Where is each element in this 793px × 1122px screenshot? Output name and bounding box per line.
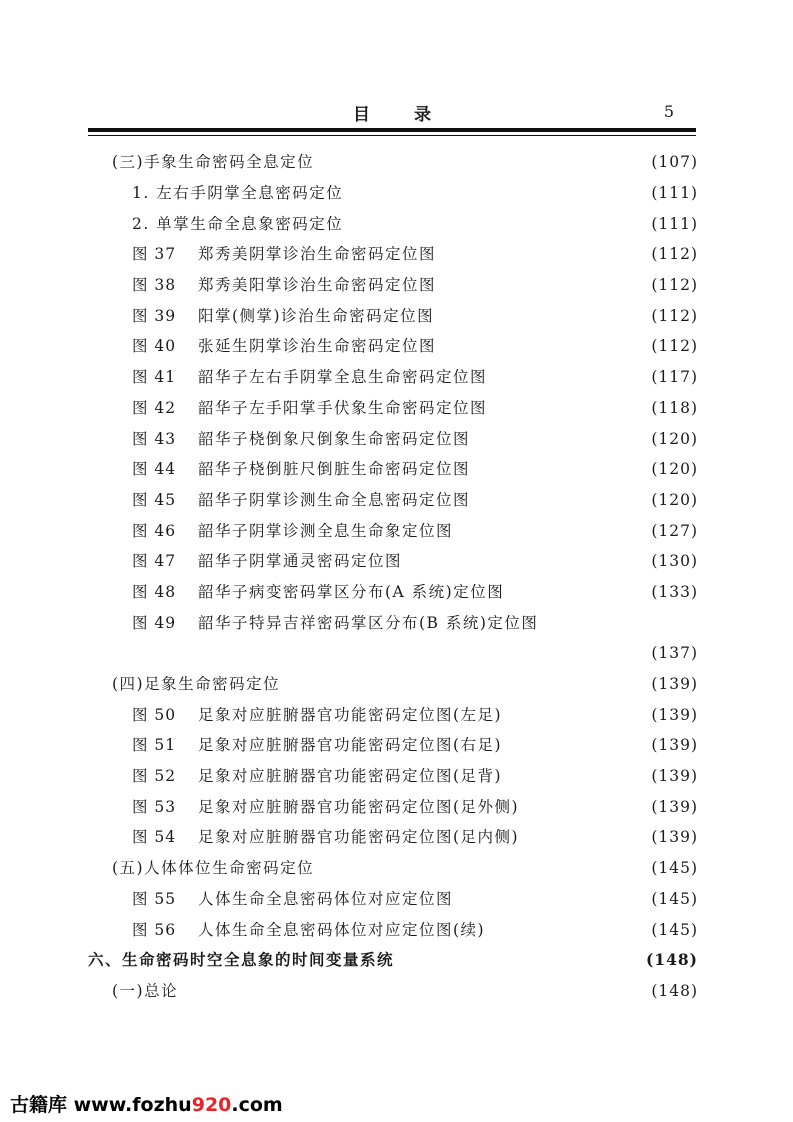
toc-entry-label: 韶华子阴掌诊测生命全息密码定位图 [198, 490, 471, 509]
toc-figure-number: 图 51 [132, 736, 177, 755]
toc-entry [88, 884, 698, 915]
toc-entry [88, 239, 698, 270]
toc-entry [88, 822, 698, 853]
toc-dot-leader [318, 155, 630, 169]
toc-entry [88, 761, 698, 792]
toc-page-number: (120) [651, 490, 698, 509]
toc-figure-number: 图 37 [132, 245, 177, 264]
toc-entry-label: (三)手象生命密码全息定位 [112, 153, 315, 172]
toc-page-number: (139) [651, 705, 698, 724]
toc-entry [88, 147, 698, 178]
toc-dot-leader [440, 278, 630, 292]
page-header [88, 100, 696, 126]
toc-entry [88, 208, 698, 239]
toc-figure-number: 图 55 [132, 889, 177, 908]
toc-dot-leader [474, 432, 630, 446]
toc-entry-label: 足象对应脏腑器官功能密码定位图(足内侧) [198, 828, 520, 847]
toc-page-number: (137) [651, 644, 698, 663]
toc-figure-number: 图 48 [132, 582, 177, 601]
toc-entry [88, 730, 698, 761]
toc-dot-leader [506, 769, 630, 783]
toc-page-number: (145) [651, 889, 698, 908]
toc-dot-leader [406, 554, 630, 568]
toc-dot-leader [491, 401, 630, 415]
toc-figure-number: 图 50 [132, 705, 177, 724]
toc-entry [88, 515, 698, 546]
toc-entry [88, 914, 698, 945]
toc-entry-label: 韶华子左右手阴掌全息生命密码定位图 [198, 368, 488, 387]
toc-page-number: (145) [651, 859, 698, 878]
toc-entry-label: (四)足象生命密码定位 [112, 675, 281, 694]
toc-page-number: (112) [651, 337, 698, 356]
toc-figure-number: 图 41 [132, 368, 177, 387]
toc-page-number: (127) [651, 521, 698, 540]
toc-dot-leader [474, 493, 630, 507]
toc-entry [88, 638, 698, 669]
toc-figure-number: 图 49 [132, 613, 177, 632]
toc-dot-leader [438, 309, 630, 323]
toc-dot-leader [489, 923, 630, 937]
toc-figure-number: 图 54 [132, 828, 177, 847]
watermark-prefix: 古籍库 www.fozhu [10, 1094, 192, 1116]
toc-entry [88, 485, 698, 516]
toc-page-number: (133) [651, 582, 698, 601]
toc-dot-leader [202, 646, 630, 660]
toc-entry-label: 郑秀美阴掌诊治生命密码定位图 [198, 245, 437, 264]
toc-entry [88, 300, 698, 331]
toc-figure-number: 图 52 [132, 767, 177, 786]
toc-page-number: (145) [651, 920, 698, 939]
toc-entry-label: 2. 单掌生命全息象密码定位 [132, 214, 344, 233]
toc-page-number: (111) [651, 184, 698, 203]
toc-entry [88, 546, 698, 577]
toc-page-number: (111) [651, 214, 698, 233]
toc-dot-leader [474, 462, 630, 476]
toc-entry-label: 六、生命密码时空全息象的时间变量系统 [88, 950, 395, 970]
toc-dot-leader [347, 217, 630, 231]
page-number: 5 [663, 102, 674, 121]
header-rule-thin [88, 135, 696, 136]
toc-dot-leader [398, 953, 630, 967]
toc-entry-label: 韶华子病变密码掌区分布(A 系统)定位图 [198, 582, 505, 601]
toc-entry [88, 331, 698, 362]
watermark [10, 1090, 283, 1117]
toc-entry-label: 人体生命全息密码体位对应定位图(续) [198, 920, 486, 939]
toc-dot-leader [457, 524, 630, 538]
toc-dot-leader [506, 708, 630, 722]
toc-figure-number: 图 44 [132, 460, 177, 479]
toc-dot-leader [440, 247, 630, 261]
toc-entry [88, 607, 698, 638]
toc-entry [88, 454, 698, 485]
toc-page-number: (139) [651, 797, 698, 816]
toc-entry-label: 足象对应脏腑器官功能密码定位图(足背) [198, 767, 503, 786]
toc-dot-leader [182, 984, 630, 998]
toc-entry [88, 178, 698, 209]
toc-figure-number: 图 53 [132, 797, 177, 816]
toc-entry-label: 郑秀美阳掌诊治生命密码定位图 [198, 276, 437, 295]
toc-page-number: (139) [651, 767, 698, 786]
toc-page-number: (120) [651, 460, 698, 479]
toc-entry [88, 669, 698, 700]
toc-entry [88, 362, 698, 393]
toc-dot-leader [440, 339, 630, 353]
toc-dot-leader [457, 892, 630, 906]
toc-entry-label: 人体生命全息密码体位对应定位图 [198, 889, 454, 908]
toc-figure-number: 图 46 [132, 521, 177, 540]
toc-entry-label: 张延生阴掌诊治生命密码定位图 [198, 337, 437, 356]
toc-page-number: (107) [651, 153, 698, 172]
toc-entry [88, 423, 698, 454]
toc-entry-label: 韶华子桡倒脏尺倒脏生命密码定位图 [198, 460, 471, 479]
toc-dot-leader [523, 830, 630, 844]
toc-entry-label: 韶华子特异吉祥密码掌区分布(B 系统)定位图 [198, 613, 539, 632]
toc-figure-number: 图 45 [132, 490, 177, 509]
toc-dot-leader [508, 585, 630, 599]
toc-page-number: (139) [651, 828, 698, 847]
toc-entry [88, 853, 698, 884]
toc-page-number: (117) [651, 368, 698, 387]
toc-figure-number: 图 38 [132, 276, 177, 295]
toc-entry [88, 945, 698, 976]
toc-entry [88, 577, 698, 608]
toc-dot-leader [284, 677, 630, 691]
toc-figure-number: 图 42 [132, 398, 177, 417]
toc-page-number: (148) [651, 981, 698, 1000]
toc-page-number: (112) [651, 276, 698, 295]
watermark-highlight: 920 [191, 1094, 232, 1116]
toc-figure-number: 图 43 [132, 429, 177, 448]
toc-entry-label: 阳掌(侧掌)诊治生命密码定位图 [198, 306, 435, 325]
toc-page-number: (139) [651, 736, 698, 755]
toc-entry-label: (五)人体体位生命密码定位 [112, 859, 315, 878]
toc-dot-leader [506, 738, 630, 752]
toc-entry [88, 791, 698, 822]
toc-entry-label: (一)总论 [112, 981, 179, 1000]
toc-entry-label: 足象对应脏腑器官功能密码定位图(右足) [198, 736, 503, 755]
toc-figure-number: 图 39 [132, 306, 177, 325]
page-title: 目录 [353, 105, 475, 125]
header-rule-thick [88, 128, 696, 132]
toc-dot-leader [491, 370, 630, 384]
toc-entry [88, 270, 698, 301]
toc-entry-label: 韶华子阴掌通灵密码定位图 [198, 552, 403, 571]
toc-entry-label: 韶华子阴掌诊测全息生命象定位图 [198, 521, 454, 540]
toc-dot-leader [318, 861, 630, 875]
toc-entry-label: 1. 左右手阴掌全息密码定位 [132, 184, 344, 203]
toc-entry-label: 足象对应脏腑器官功能密码定位图(足外侧) [198, 797, 520, 816]
watermark-suffix: .com [231, 1094, 283, 1116]
toc-entry [88, 699, 698, 730]
toc-page-number: (120) [651, 429, 698, 448]
toc-page-number: (148) [645, 950, 698, 970]
toc-dot-leader [523, 800, 630, 814]
toc-entry-label: 足象对应脏腑器官功能密码定位图(左足) [198, 705, 503, 724]
toc-entry-label: 韶华子桡倒象尺倒象生命密码定位图 [198, 429, 471, 448]
toc-entry-label: 韶华子左手阳掌手伏象生命密码定位图 [198, 398, 488, 417]
toc-entry [88, 976, 698, 1007]
toc-dot-leader [347, 186, 630, 200]
toc-page-number: (112) [651, 245, 698, 264]
table-of-contents [88, 147, 698, 1006]
toc-figure-number: 图 40 [132, 337, 177, 356]
toc-page-number: (130) [651, 552, 698, 571]
toc-page-number: (139) [651, 675, 698, 694]
toc-entry [88, 393, 698, 424]
toc-page-number: (118) [651, 398, 698, 417]
toc-figure-number: 图 56 [132, 920, 177, 939]
toc-figure-number: 图 47 [132, 552, 177, 571]
toc-page-number: (112) [651, 306, 698, 325]
